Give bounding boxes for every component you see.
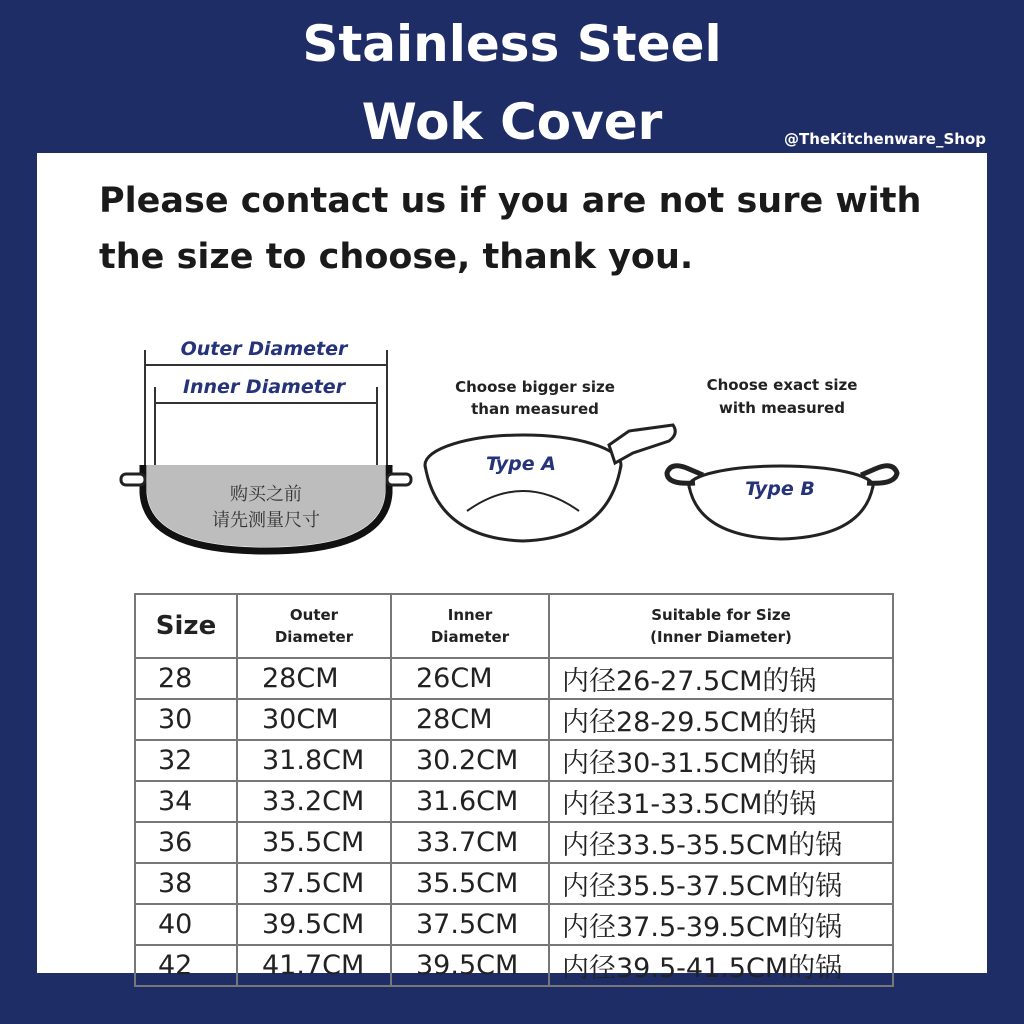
cell-suitable-size: 内径26-27.5CM的锅 bbox=[549, 658, 893, 699]
cell-size: 40 bbox=[135, 904, 237, 945]
type-b-hint-line-2: with measured bbox=[719, 399, 845, 417]
table-row bbox=[135, 822, 893, 863]
cell-outer-diameter: 28CM bbox=[237, 658, 391, 699]
cell-outer-diameter: 41.7CM bbox=[237, 945, 391, 986]
cell-inner-diameter: 39.5CM bbox=[391, 945, 549, 986]
header-suitable-size: Suitable for Size (Inner Diameter) bbox=[549, 594, 893, 658]
cell-size: 42 bbox=[135, 945, 237, 986]
cell-suitable-size: 内径31-33.5CM的锅 bbox=[549, 781, 893, 822]
cell-outer-diameter: 33.2CM bbox=[237, 781, 391, 822]
type-a-hint-line-2: than measured bbox=[471, 400, 599, 418]
size-guide-panel bbox=[37, 153, 987, 984]
cell-inner-diameter: 35.5CM bbox=[391, 863, 549, 904]
cell-size: 30 bbox=[135, 699, 237, 740]
cell-size: 28 bbox=[135, 658, 237, 699]
cell-suitable-size: 内径28-29.5CM的锅 bbox=[549, 699, 893, 740]
table-row bbox=[135, 863, 893, 904]
type-b-hint-line-1: Choose exact size bbox=[706, 376, 858, 394]
cell-inner-diameter: 37.5CM bbox=[391, 904, 549, 945]
outer-diameter-label: Outer Diameter bbox=[180, 338, 348, 360]
type-b-wok-icon bbox=[667, 466, 897, 539]
cell-size: 32 bbox=[135, 740, 237, 781]
pot-note-line-1: 购买之前 bbox=[230, 484, 302, 505]
title-line-1: Stainless Steel bbox=[302, 15, 722, 73]
cell-inner-diameter: 30.2CM bbox=[391, 740, 549, 781]
cell-outer-diameter: 39.5CM bbox=[237, 904, 391, 945]
cell-outer-diameter: 31.8CM bbox=[237, 740, 391, 781]
cell-outer-diameter: 37.5CM bbox=[237, 863, 391, 904]
cell-suitable-size: 内径33.5-35.5CM的锅 bbox=[549, 822, 893, 863]
table-row bbox=[135, 945, 893, 986]
cell-inner-diameter: 33.7CM bbox=[391, 822, 549, 863]
inner-diameter-label: Inner Diameter bbox=[182, 376, 346, 398]
type-a-wok-icon bbox=[425, 425, 675, 541]
contact-notice: Please contact us if you are not sure with the size to choose, thank you. bbox=[99, 181, 922, 277]
table-row bbox=[135, 781, 893, 822]
table-row bbox=[135, 904, 893, 945]
cell-inner-diameter: 31.6CM bbox=[391, 781, 549, 822]
cell-inner-diameter: 28CM bbox=[391, 699, 549, 740]
title-line-2: Wok Cover bbox=[361, 93, 663, 151]
size-table bbox=[134, 593, 894, 987]
cell-outer-diameter: 30CM bbox=[237, 699, 391, 740]
shop-handle: @TheKitchenware_Shop bbox=[783, 130, 986, 148]
header-outer-diameter: Outer Diameter bbox=[237, 594, 391, 658]
table-header-row bbox=[135, 594, 893, 658]
cell-size: 38 bbox=[135, 863, 237, 904]
cell-suitable-size: 内径35.5-37.5CM的锅 bbox=[549, 863, 893, 904]
table-row bbox=[135, 699, 893, 740]
cell-suitable-size: 内径39.5-41.5CM的锅 bbox=[549, 945, 893, 986]
wok-diagram bbox=[37, 153, 987, 583]
cell-outer-diameter: 35.5CM bbox=[237, 822, 391, 863]
header-inner-diameter: Inner Diameter bbox=[391, 594, 549, 658]
cell-inner-diameter: 26CM bbox=[391, 658, 549, 699]
cell-suitable-size: 内径30-31.5CM的锅 bbox=[549, 740, 893, 781]
type-a-hint-line-1: Choose bigger size bbox=[455, 378, 615, 396]
cell-size: 34 bbox=[135, 781, 237, 822]
type-b-label: Type B bbox=[745, 478, 815, 500]
header-size: Size bbox=[135, 594, 237, 658]
cell-suitable-size: 内径37.5-39.5CM的锅 bbox=[549, 904, 893, 945]
table-row bbox=[135, 658, 893, 699]
pot-note-line-2: 请先测量尺寸 bbox=[212, 510, 320, 531]
type-a-label: Type A bbox=[485, 453, 557, 475]
cell-size: 36 bbox=[135, 822, 237, 863]
table-row bbox=[135, 740, 893, 781]
